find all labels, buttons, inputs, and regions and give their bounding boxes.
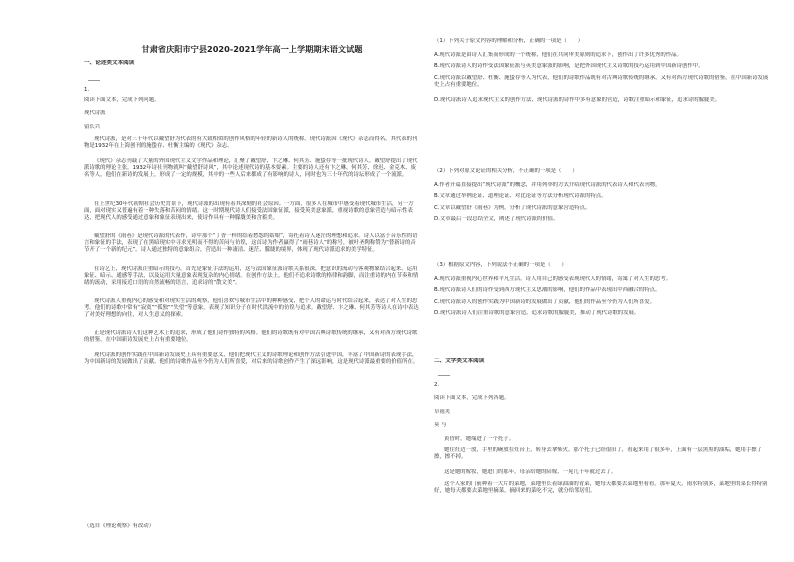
- answer-option: A.现代诗派是由诗人汇集而形成的一个统称，他们在共同审美原则的追求下，创作出了许多优秀的作品。: [434, 52, 682, 58]
- paragraph: 现代诗派的创作实践在中国新诗发展史上具有重要意义，他们把现代主义的诗歌理论和创作方法引进中国，丰富了中国新诗的表现手法，为中国新诗的发展做出了贡献。他们的诗歌作品至今仍为人们所喜爱，对后来的诗歌创作产生了深远影响，这是现代诗派最重要的价值所在。: [84, 352, 419, 365]
- divider: [88, 80, 100, 81]
- paragraph: 现代诗派，是对三十年代以戴望舒为代表的有大致相似的创作风格的年轻的新诗人的统称。现代诗派因《现代》杂志而得名，其代表的刊物是1932年在上海创刊的施蛰存、杜衡主编的《现代》杂志。: [84, 136, 418, 149]
- story-paragraph: 她往灶边一放，手里的碗放在灶台上，转身去拿柴火。那个托子已经很旧了，看起来用了很多年，上面有一层黑黑的油垢，她用手擦了擦，擦不掉。: [434, 447, 763, 461]
- q2-stem: （2）下列对原文论证的相关分析，不正确的一项是（ ）: [434, 168, 578, 174]
- story-paragraph: 这个人家的门前种着一大片的菜地，菜地里长着绿油油的青菜，她每天都要去菜地里看看。那年夏天，雨水特别多，菜地里的菜长得特别好，她每天都要去菜地里摘菜，摘回来的菜吃不完，就分给邻居们。: [434, 480, 768, 494]
- section-heading-1: 一、论述类文本阅读: [84, 60, 135, 66]
- question-number-2: 2.: [434, 382, 440, 388]
- answer-option: C.现代诗派诗人的创作实践为中国新诗的发展做出了贡献，他们的作品至今仍为人们所喜爱。: [434, 298, 656, 305]
- answer-option: B.文章通过举例论证、道理论证、对比论证等方法分析现代诗派的特点。: [434, 193, 607, 200]
- answer-option: D.现代诗派诗人们注重诗歌的意象营造，追求诗歌的朦胧美，推动了现代诗歌的发展。: [434, 310, 640, 317]
- source-note: （选自《理论观察》有改动）: [84, 523, 155, 529]
- q3-stem: （3）根据原文内容，下列说法不正确的一项是（ ）: [434, 262, 567, 268]
- question-number: 1.: [84, 87, 90, 93]
- paragraph: 在诗艺上，现代诗派注重暗示的技巧。首先是象征手法的运用，这与法国象征派诗歌关系很深，把意识的流动与客观物象结合起来，运用象征、暗示、通感等手法，以及运用大量意象表现复杂的内心情绪。在创作方法上，他们不追求诗歌的格律和韵脚，而注重诗的内在节奏和情绪的流动，采用接近口语的自然流畅的语言，追求诗的“散文美”。: [84, 265, 419, 286]
- author: 留长兴: [84, 124, 101, 130]
- story-title: 草雨夹: [434, 409, 451, 415]
- paragraph: 现代诗派人重视内心的感受和对现实生活的观察，他们喜欢写城市生活中的种种感受，把个人的命运与时代结合起来，表达了对人生的思考。他们的诗歌中常有“寂寞”“孤独”“失望”等意象，表现了知识分子在时代洪流中的彷徨与追求。戴望舒、卞之琳、何其芳等诗人在诗中表达了对美好理想的向往，对人生意义的探索。: [84, 298, 419, 318]
- paragraph: 正是现代诗派诗人们这种艺术上的追求，形成了他们诗作独特的风格。他们的诗歌既有对中国古典诗歌传统的继承，又有对西方现代诗歌的借鉴，在中国新诗发展史上占有重要地位。: [84, 330, 418, 344]
- paragraph: 《现代》杂志刊载了大量的外国现代主义文学作品和理论，汇聚了戴望舒、卞之琳、何其芳、施蛰存等一批现代诗人。戴望舒提出了现代派诗歌的理论主张，1932年诗社刊物就叫“戴望舒诗风”，其中论述现代诗的基本要素。主要的诗人还有卞之琳、何其芳、徐迟、金克木、废名等人，他们在新诗的发展上，形成了一定的规模，其中的一些人后来都成了有影响的诗人，同时也为三十年代的诗坛形成了一个流派。: [84, 157, 418, 178]
- answer-option: D.现代诗派诗人追求现代主义的创作方法，现代诗派的诗作中多有意象的营造，诗歌注重暗示和象征，追求诗的朦胧美。: [434, 96, 721, 103]
- answer-option: A.作者开篇直接提出“现代诗派”的概念，并用列举的方式介绍现代诗派的代表诗人和代表刊物。: [434, 182, 661, 188]
- instruction-2: 阅读下面文本，完成下列各题。: [434, 395, 510, 401]
- instruction: 阅读下面文本，完成下列问题。: [84, 97, 160, 103]
- divider: [438, 375, 450, 376]
- story-author: 莫 与: [434, 422, 447, 428]
- answer-option: C.现代诗派以戴望舒、杜衡、施蛰存等人为代表，他们的诗歌作品既有对古典诗歌传统的继承，又有对西方现代诗歌的借鉴，在中国新诗发展史上占有重要地位。: [434, 74, 769, 88]
- section-heading-2: 二、文学类文本阅读: [434, 358, 485, 364]
- story-paragraph: 这是她的嫁妆，她进门的那年，母亲给她的陪嫁，一晃几十年就过去了。: [444, 469, 617, 476]
- answer-option: B.现代诗派诗人们的诗作受到西方现代主义思潮的影响，他们的作品中表现出中西融合的特点。: [434, 287, 661, 294]
- answer-option: B.现代诗派诗人的诗作受法国象征派与英美意象派的影响，是把外国现代主义诗歌的技巧运用到中国新诗创作中。: [434, 63, 704, 70]
- story-paragraph: 黄昏时，她端进了一个托子。: [444, 436, 515, 442]
- paragraph: 在上世纪30年代初期社会历史背景下，现代诗派的出现有着其深刻的社会原因。一方面，很多人在城市中感受着现代城市生活，另一方面，面对现实又普遍有着一种失落和苦闷的情绪。这一时期现代诗人们接受法国象征派，接受英美意象派，重视诗歌的意象营造与暗示性表达，把现代人的感受通过意象和象征表现出来，使诗作具有一种朦胧美和含蓄美。: [84, 200, 414, 221]
- answer-option: C.文章以戴望舒《雨巷》为例，分析了现代诗派的意象营造特点。: [434, 204, 591, 211]
- page-title: 甘肃省庆阳市宁县2020-2021学年高一上学期期末语文试题: [141, 44, 363, 54]
- paragraph: 戴望舒的《雨巷》是现代诗派的代表作，诗中那个“丁香一样的结着愁怨的姑娘”，寄托着诗人迷茫的理想和追求。诗人以富于音乐性的语言和象征的手法，表现了在黑暗现实中寻求光明而不得的苦闷与彷徨，这首诗为作者赢得了“雨巷诗人”的称号，被叶圣陶称赞为“替新诗的音节开了一个新的纪元”。诗人通过独特的意象组合，营造出一种凄清、迷茫、朦胧的境界，体现了现代诗派追求的美学特征。: [84, 233, 418, 254]
- essay-title: 现代诗派: [84, 110, 106, 116]
- answer-option: D.文章最后一段总结全文，阐述了现代诗派的价值。: [434, 216, 559, 223]
- q1-stem: （1）下列关于原文内容的理解和分析，正确的一项是（ ）: [434, 38, 583, 44]
- answer-option: A.现代诗派重视内心世界和平凡生活，诗人用自己的感受表现现代人的情绪，寄寓了对人生的思考。: [434, 276, 672, 282]
